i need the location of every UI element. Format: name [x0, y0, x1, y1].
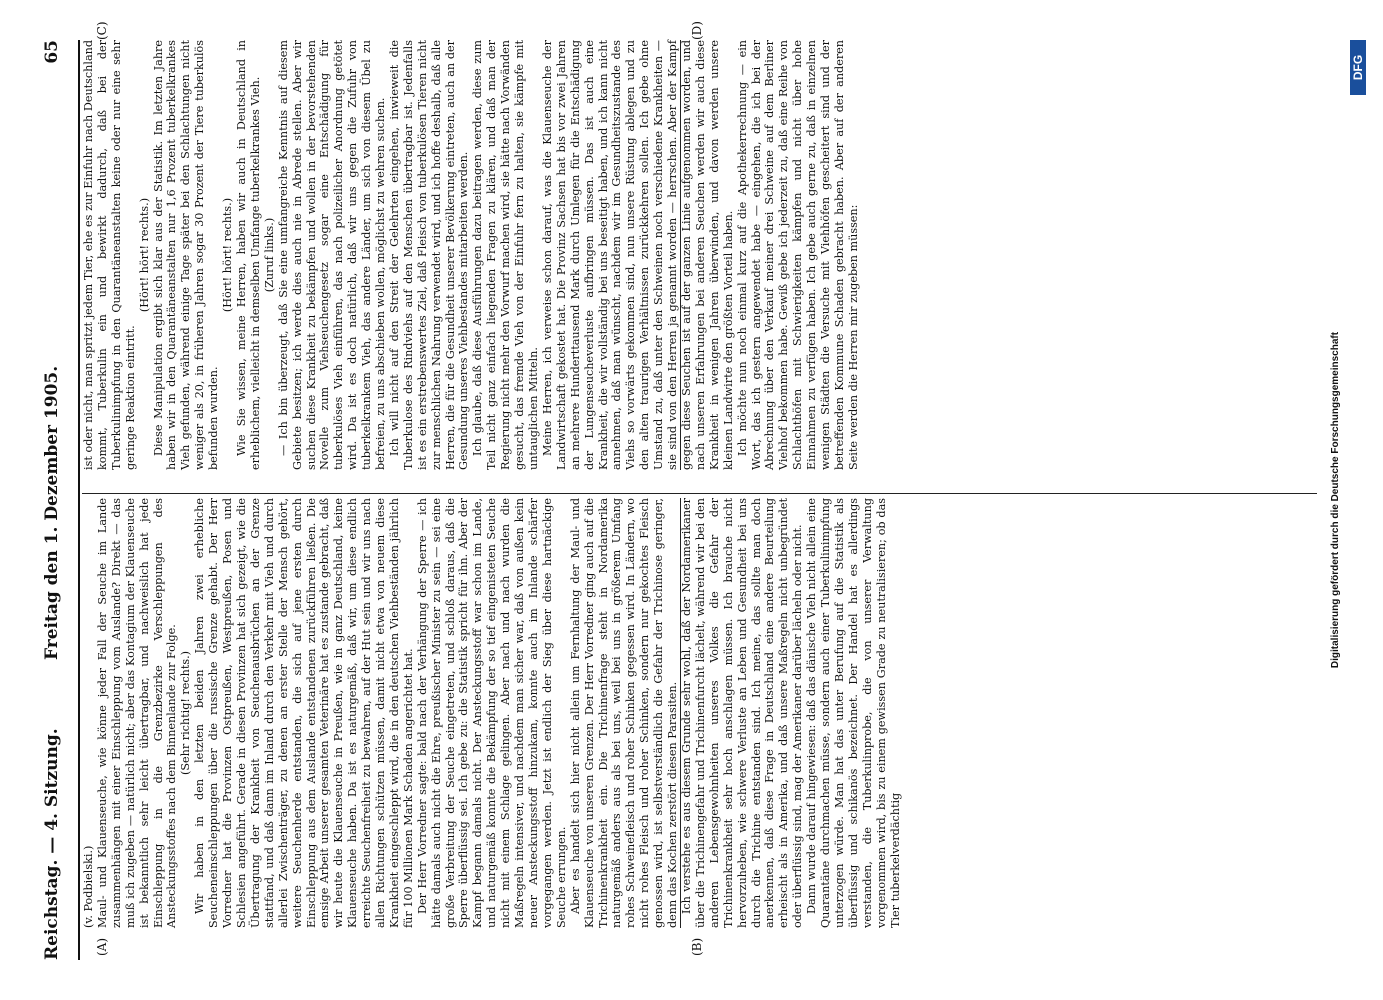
- left-column: [82, 498, 902, 928]
- right-column-paragraph: ist oder nicht, man spritzt jedem Tier, ehe es zur Einfuhr nach Deutschland kommt, Tuberkulin ein und bewirkt dadurch, daß bei der Tuberkulinimpfung in den Quarantäneanstalten keine oder nur eine sehr geringe Reaktion eintritt.: [82, 40, 137, 470]
- right-column-paragraph: (Hört! hört! rechts.): [221, 197, 235, 313]
- right-column-paragraph: Diese Manipulation ergibt sich klar aus der Statistik. Im letzten Jahre haben wir in den Quarantäneanstalten nur 1,6 Prozent tuberkelkrankes Vieh gefunden, während einige Tage später bei den Schlachtungen nicht weniger als 20, in früheren Jahren sogar 30 Prozent der Tiere tuberkulös befunden wurden.: [151, 40, 221, 470]
- right-column-paragraph: (Hört! hört! rechts.): [137, 197, 151, 313]
- left-column-paragraph: (v. Podbielski.): [82, 845, 95, 928]
- section-separator-right: [680, 40, 681, 470]
- right-column: [82, 40, 861, 470]
- left-column-paragraph: Wir haben in den letzten beiden Jahren zwei erhebliche Seucheneinschleppungen über die russische Grenze gehabt. Der Herr Vorredner hat die Provinzen Ostpreußen, Westpreußen, Posen und Schlesien angeführt. Gerade in diesen Provinzen hat sich gezeigt, wie die Übertragung der Krankheit von Seuchenausbrüchen an der Grenze stattfand, und daß dann im Inland durch den Verkehr mit Vieh und durch allerlei Zwischenträger, zu denen an erster Stelle der Mensch gehört, weitere Seuchenherde entstanden, die sich auf jene ersten durch Einschleppung aus dem Auslande entstandenen zurückführen ließen. Die emsige Arbeit unserer gesamten Veterinäre hat es zustande gebracht, daß wir heute die Klauenseuche in Preußen, wie in ganz Deutschland, keine Klauenseuche haben. Da ist es naturgemäß, daß wir, um diese endlich erreichte Seuchenfreiheit zu bewahren, auf der Hut sein und wir uns nach allen Richtungen schützen müssen, damit nicht etwa von neuem diese Krankheit eingeschleppt wird, die in den deutschen Viehbeständen jährlich für 100 Millionen Mark Schaden angerichtet hat.: [193, 498, 415, 928]
- page-number: 65: [42, 40, 62, 64]
- margin-marker-c: (C): [95, 21, 109, 40]
- header-left: Reichstag. — 4. Sitzung.: [42, 728, 62, 960]
- digitization-footer: Digitalisierung gefördert durch die Deutsche Forschungsgemeinschaft: [1330, 331, 1341, 669]
- left-column-paragraph: Ich verstehe es aus diesem Grunde sehr wohl, daß der Nordamerikaner über die Trichinengefahr und Trichinenfurcht lächelt, während wir bei den anderen Lebensgewohnheiten unseres Volkes die Gefahr der Trichinenkrankheit sehr hoch anschlagen müssen. Ich brauche nicht hervorzuheben, wie schwere Verluste an Leben und Gesundheit bei uns durch die Trichine entstanden sind. Ich meine, das sollte man doch anerkennen, daß diese Frage in Deutschland eine andere Beurteilung erheischt als in Amerika, und daß unsere Maßregeln nicht unbegründet oder überflüssig sind, mag der Amerikaner darüber lächeln oder nicht.: [679, 498, 805, 928]
- right-column-paragraph: Meine Herren, ich verweise schon darauf, was die Klauenseuche der Landwirtschaft gekostet hat. Die Provinz Sachsen hat bis vor zwei Jahren an mehrere Hunderttausend Mark durch Umlegen für die Entschädigung der Lungenseucheverluste aufbringen müssen. Das ist auch eine Krankheit, die wir vollständig bei uns beseitigt haben, und ich kann nicht annehmen, daß man wünscht, nachdem wir im Gesundheitszustande des Viehs so vorwärts gekommen sind, nun unsere Rüstung ablegen und zu den alten traurigen Verhältnissen zurückkehren sollen. Ich gebe ohne Umstand zu, daß unter den Schweinen noch verschiedene Krankheiten — sie sind von den Herren ja genannt worden — herrschen. Aber der Kampf gegen diese Seuchen ist auf der ganzen Linie aufgenommen worden, und nach unseren Erfahrungen bei anderen Seuchen werden wir auch diese Krankheit in wenigen Jahren überwinden, und davon werden unsere kleinen Landwirte den größten Vorteil haben.: [540, 40, 735, 470]
- right-column-paragraph: Wie Sie wissen, meine Herren, haben wir auch in Deutschland in erheblichem, vielleicht in demselben Umfange tuberkelkrankes Vieh.: [234, 40, 262, 470]
- left-column-paragraph: Maul- und Klauenseuche, wie könne jeder Fall der Seuche im Lande zusammenhängen mit einer Einschleppung vom Auslande? Direkt — das muß ich zugeben — natürlich nicht; aber das Kontagium der Klauenseuche ist bekanntlich sehr leicht übertragbar, und nachweislich hat jede Einschleppung in die Grenzbezirke Verschleppungen des Ansteckungsstoffes nach dem Binnenlande zur Folge.: [95, 498, 179, 928]
- left-column-paragraph: (Sehr richtig! rechts.): [179, 650, 193, 776]
- left-column-paragraph: Dann wurde darauf hingewiesen: daß das dänische Vieh nicht allein eine Quarantäne durchmachen müsse, sondern auch einer Tuberkulinimpfung unterzogen würde. Man hat das unter Berufung auf die Statistik als überflüssig und schikanös bezeichnet. Der Handel hat es allerdings verstanden, die Tuberkulinprobe, die von unserer Verwaltung vorgenommen wird, bis zu einem gewissen Grade zu neutralisieren; ob das Tier tuberkelverdächtig: [805, 498, 902, 928]
- left-column-paragraph: Der Herr Vorredner sagte: bald nach der Verhängung der Sperre — ich hätte damals auch nicht die Ehre, preußischer Minister zu sein — sei eine große Verbreitung der Seuche eingetreten, und schloß daraus, daß die Sperre überflüssig sei. Ich gebe zu: die Statistik spricht für ihn. Aber der Kampf begann damals nicht. Der Ansteckungsstoff war schon im Lande, und naturgemäß konnte die Bekämpfung der so tief eingenisteten Seuche nicht mit einem Schlage gelingen. Aber nach und nach wurden die Maßregeln intensiver, und nachdem man sicher war, daß von außen kein neuer Ansteckungsstoff hinzukam, konnte auch im Inlande schärfer vorgegangen werden. Jetzt ist endlich der Sieg über diese hartnäckige Seuche errungen.: [415, 498, 568, 928]
- right-column-paragraph: — Ich bin überzeugt, daß Sie eine umfangreiche Kenntnis auf diesem Gebiete besitzen; ich werde dies auch nie in Abrede stellen. Aber wir suchen diese Krankheit zu bekämpfen und wollen in der bevorstehenden Novelle zum Viehseuchengesetz sogar eine Entschädigung für tuberkulöses Vieh einführen, das nach polizeilicher Anordnung getötet wird. Da ist es doch natürlich, daß wir uns gegen die Zufuhr von tuberkelkrankem Vieh, das andere Länder, um sich von diesem Übel zu befreien, zu uns abschieben wollen, möglichst zu wehren suchen.: [276, 40, 388, 470]
- dfg-logo: DFG: [1350, 40, 1366, 95]
- right-column-paragraph: Ich will nicht auf den Streit der Gelehrten eingehen, inwieweit die Tuberkulose des Rindviehs auf den Menschen übertragbar ist. Jedenfalls ist es ein erstrebenswertes Ziel, daß Fleisch von tuberkulösen Tieren nicht zur menschlichen Nahrung verwendet wird, und ich hoffe deshalb, daß alle Herren, die für die Gesundheit unserer Bevölkerung eintreten, auch an der Gesundung unseres Viehbestandes mitarbeiten werden.: [387, 40, 471, 470]
- margin-marker-a: (A): [95, 937, 109, 956]
- right-column-paragraph: (Zuruf links.): [262, 217, 276, 293]
- right-column-paragraph: Ich glaube, daß diese Ausführungen dazu beitragen werden, diese zum Teil nicht ganz einfach liegenden Fragen zu klären, und daß man der Regierung nicht mehr den Vorwurf machen wird, sie hätte nach Vorwänden gesucht, das fremde Vieh von der Einfuhr fern zu halten, sie kämpfe mit untauglichen Mitteln.: [471, 40, 540, 470]
- column-divider: [82, 493, 1317, 494]
- header-center: Freitag den 1. Dezember 1905.: [42, 365, 62, 660]
- right-column-paragraph: Ich möchte nun noch einmal kurz auf die Apothekerrechnung — ein Wort, das ich gestern angewendet habe — eingehen, die ich bei der Abrechnung über den Verkauf meiner drei Schweine auf dem Berliner Viehhof bekommen habe. Gewiß gebe ich jederzeit zu, daß eine Reihe von Schlachthöfen mit Schwierigkeiten kämpfen und nicht über hohe Einnahmen zu verfügen haben. Ich gebe auch gerne zu, daß in einzelnen wenigen Städten die Versuche mit Viehhöfen gescheitert sind und der betreffenden Kommune Schaden gebracht haben. Aber auf der anderen Seite werden die Herren mir zugeben müssen:: [735, 40, 860, 470]
- margin-marker-d: (D): [690, 21, 704, 40]
- margin-marker-b: (B): [690, 937, 704, 956]
- left-column-paragraph: Aber es handelt sich hier nicht allein um Fernhaltung der Maul- und Klauenseuche von unseren Grenzen. Der Herr Vorredner ging auch auf die Trichinenkrankheit ein. Die Trichinenfrage steht in Nordamerika naturgemäß anders aus als bei uns, weil bei uns in größerem Umfang rohes Schweinefleisch und roher Schinken gegessen wird. In Ländern, wo nicht rohes Fleisch und roher Schinken, sondern nur gekochtes Fleisch genossen wird, ist selbstverständlich die Gefahr der Trichinose geringer, denn das Kochen zerstört diesen Parasiten.: [568, 498, 680, 928]
- header-rule: [78, 40, 80, 960]
- page-header: [42, 40, 72, 960]
- section-separator-left: [680, 498, 681, 928]
